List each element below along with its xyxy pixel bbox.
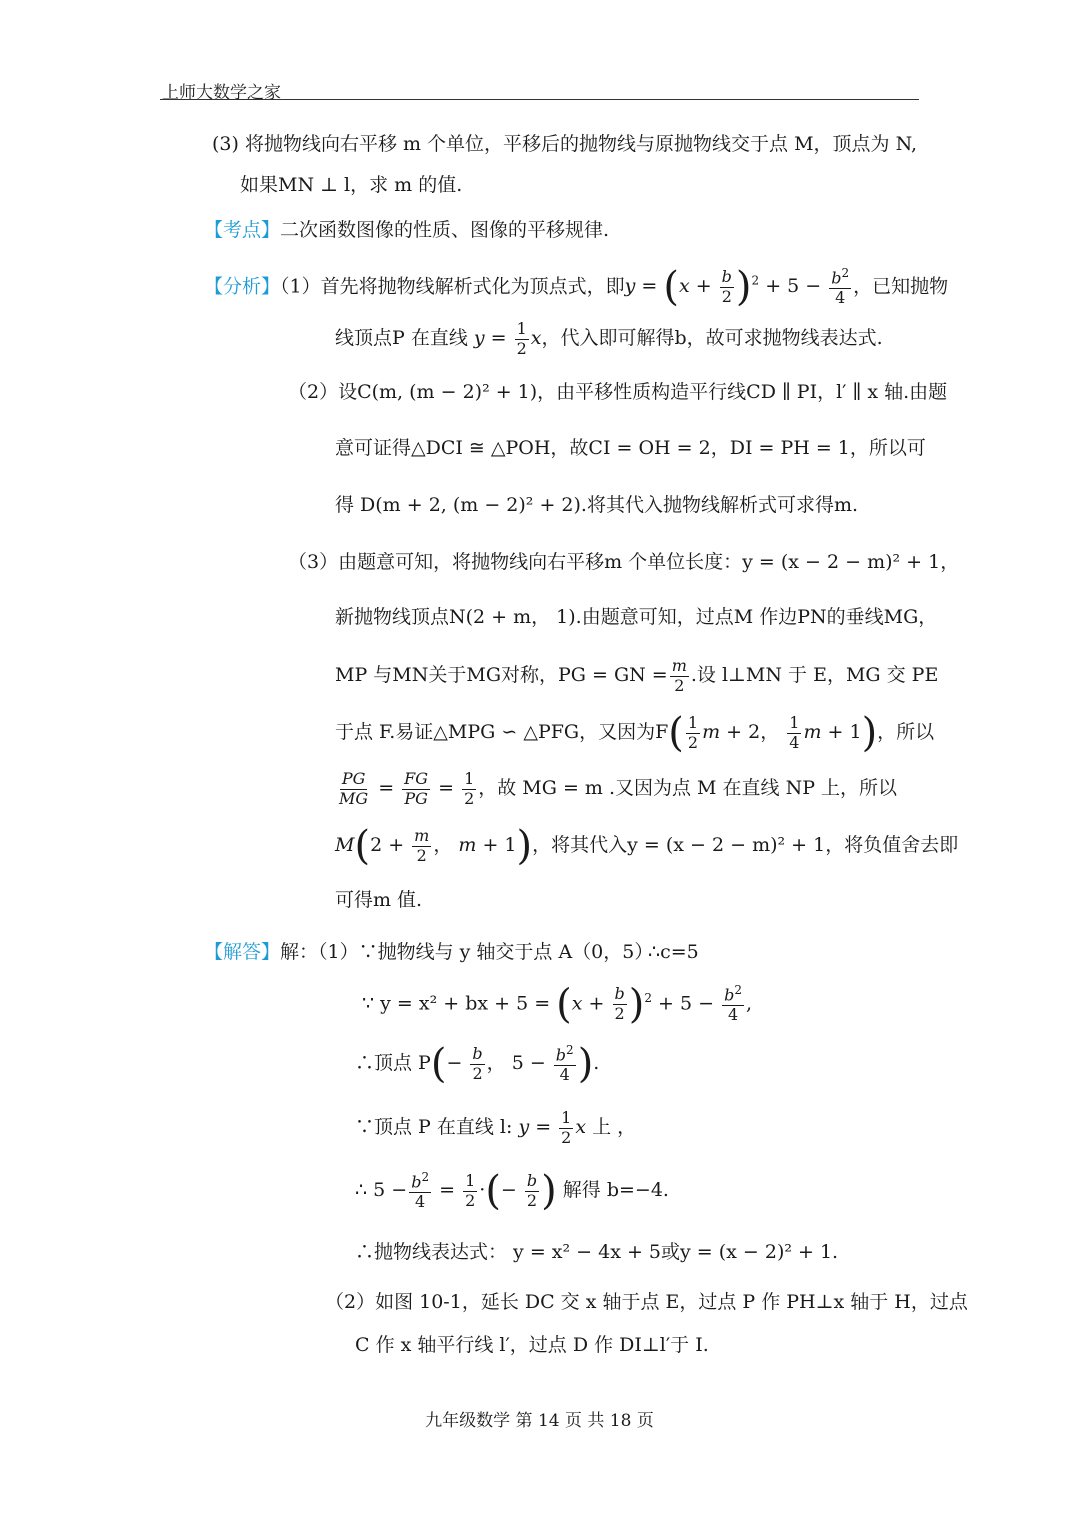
jieda-row-5: ∴ 5 − $\frac{b^2}{4}$ = $\frac{1}{2}$ ·(− $\frac{b}{2}$ ) 解得 b=−4.	[355, 1168, 669, 1214]
kaodian-tag: 【考点】	[204, 219, 281, 241]
fenxi-row-2: 线顶点P 在直线 y = $\frac{1}{2}$ x，代入即可解得b，故可求抛物线表达式.	[335, 319, 883, 358]
fenxi-p3-line-1: （3）由题意可知，将抛物线向右平移m 个单位长度：y = (x − 2 − m)² + 1，	[288, 551, 960, 573]
jieda-l5-b: 解得 b=−4.	[562, 1179, 669, 1201]
fenxi-p3-line-4-a: 于点 F.易证△MPG ∽ △PFG，又因为F	[335, 721, 669, 743]
vertex-form-formula: y = (x + $\frac{b}{2}$ )$^2$ + 5 − $\frac{b^2}{4}$	[624, 264, 850, 311]
jieda-p2-line-1: （2）如图 10-1，延长 DC 交 x 轴于点 E，过点 P 作 PH⊥x 轴于 H，过点	[325, 1291, 968, 1313]
jieda-l6: ∴抛物线表达式： y = x² − 4x + 5或y = (x − 2)² + 1.	[355, 1241, 839, 1263]
jieda-l1: 解：（1）∵抛物线与 y 轴交于点 A（0，5）	[280, 941, 654, 963]
header-rule	[160, 99, 919, 100]
fenxi-tag: 【分析】	[204, 275, 281, 298]
fenxi-p3-line-7: 可得m 值.	[335, 889, 423, 911]
fenxi-p2-line-3: 得 D(m + 2, (m − 2)² + 2).将其代入抛物线解析式可求得m.	[335, 494, 859, 516]
jieda-l4-b: 上 ，	[592, 1116, 637, 1138]
fenxi-p3-line-6-b: ，将其代入y = (x − 2 − m)² + 1，将负值舍去即	[532, 834, 959, 856]
fenxi-p3-line-6: M(2 + $\frac{m}{2}$ ， m + 1)，将其代入y = (x − 2 − m)² + 1，将负值舍去即	[335, 823, 959, 869]
fenxi-p3-line-2: 新抛物线顶点N(2 + m， 1).由题意可知，过点M 作边PN的垂线MG，	[335, 606, 938, 628]
question-3-line-2: 如果MN ⊥ l，求 m 的值.	[240, 174, 463, 196]
jieda-row-1	[204, 943, 653, 962]
fenxi-p3-line-4-b: ，所以	[877, 721, 935, 743]
jieda-p2-line-2: C 作 x 轴平行线 l′，过点 D 作 DI⊥l′于 I.	[355, 1334, 709, 1356]
fenxi-p1-line2-a: 线顶点P 在直线	[335, 327, 468, 349]
jieda-l1-b: ∴c=5	[648, 941, 699, 963]
fenxi-p3-line-3: MP 与MN关于MG对称，PG = GN = $\frac{m}{2}$ .设 l⊥MN 于 E，MG 交 PE	[335, 656, 939, 695]
fenxi-p3-line-5: $\frac{PG}{MG}$ = $\frac{FG}{PG}$ = $\frac{1}{2}$ ，故 MG = m .又因为点 M 在直线 NP 上，所以	[339, 769, 898, 808]
fenxi-p3-line-4: 于点 F.易证△MPG ∽ △PFG，又因为F( $\frac{1}{2}$ m + 2， $\frac{1}{4}$ m + 1)，所以	[335, 710, 935, 756]
jieda-l5-a: ∴ 5 −	[355, 1179, 408, 1201]
fenxi-p2-line-2: 意可证得△DCI ≅ △POH，故CI = OH = 2，DI = PH = 1，所以可	[335, 437, 926, 459]
jieda-row-2: ∵ y = x² + bx + 5 = (x + $\frac{b}{2}$ )$^2$ + 5 − $\frac{b^2}{4}$ ,	[362, 981, 753, 1028]
jieda-l2-a: ∵ y = x² + bx + 5 =	[362, 992, 551, 1015]
fenxi-p1-a: （1）首先将抛物线解析式化为顶点式，即	[280, 275, 625, 298]
header-title: 上师大数学之家	[162, 83, 281, 103]
jieda-l3-a: ∴顶点 P	[355, 1052, 431, 1074]
fenxi-p1-b: ，已知抛物	[853, 275, 949, 298]
jieda-row-3: ∴顶点 P(− $\frac{b}{2}$ ， 5 − $\frac{b^2}{4}$ ).	[355, 1041, 600, 1087]
jieda-l4-a: ∵顶点 P 在直线 l:	[355, 1116, 513, 1138]
page-footer: 九年级数学 第 14 页 共 18 页	[425, 1411, 654, 1431]
fenxi-p2-line-1: （2）设C(m, (m − 2)² + 1)，由平移性质构造平行线CD ∥ PI，l′ ∥ x 轴.由题	[288, 381, 948, 403]
jieda-tag: 【解答】	[204, 941, 281, 963]
fenxi-row-1	[204, 261, 949, 311]
kaodian-row	[204, 221, 609, 240]
fenxi-p3-line-3-a: MP 与MN关于MG对称，PG = GN =	[335, 664, 668, 686]
question-3-line-1: (3) 将抛物线向右平移 m 个单位，平移后的抛物线与原抛物线交于点 M，顶点为 N,	[212, 133, 918, 155]
jieda-row-4: ∵顶点 P 在直线 l: y = $\frac{1}{2}$ x 上 ，	[355, 1108, 637, 1147]
fenxi-p3-line-5-b: ，故 MG = m .又因为点 M 在直线 NP 上，所以	[478, 777, 898, 799]
fenxi-p3-line-3-b: .设 l⊥MN 于 E，MG 交 PE	[690, 664, 939, 686]
kaodian-text: 二次函数图像的性质、图像的平移规律.	[280, 219, 610, 241]
fenxi-p1-line2-b: ，代入即可解得b，故可求抛物线表达式.	[541, 327, 883, 349]
